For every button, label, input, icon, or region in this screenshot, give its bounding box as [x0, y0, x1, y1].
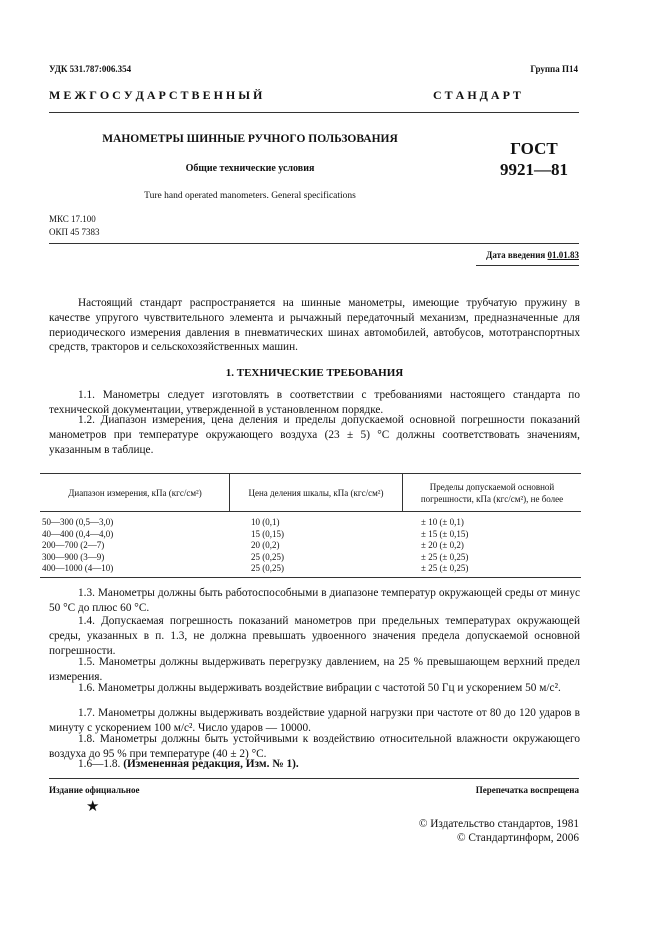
udk-code: УДК 531.787:006.354: [49, 64, 132, 74]
paragraph-1-7: 1.7. Манометры должны выдерживать воздействие ударной нагрузки при частоте от 80 до 120 ударов в минуту с ускорением 100 м/с². Число ударов — 10000.: [49, 707, 580, 734]
header-divider: [49, 112, 579, 113]
edition-note: Издание официальное: [49, 785, 140, 795]
paragraph-1-8: 1.8. Манометры должны быть устойчивыми к воздействию относительной влажности окружающего воздуха до 95 % при температуре (40 ± 2) °С.: [49, 733, 580, 760]
table-header-bottom-border: [40, 511, 581, 512]
intro-date-value: 01.01.83: [547, 250, 579, 260]
table-cell-division: 25 (0,25): [251, 563, 284, 573]
table-row: [42, 552, 580, 564]
table-cell-division: 25 (0,25): [251, 551, 284, 562]
gost-number: 9921—81: [500, 160, 568, 179]
table-cell-range: 40—400 (0,4—4,0): [42, 528, 114, 539]
table-cell-error: ± 15 (± 0,15): [421, 528, 469, 539]
paragraph-1-3: 1.3. Манометры должны быть работоспособными в диапазоне температур окружающей среды от минус 50 °С до плюс 60 °С.: [49, 587, 580, 614]
standard-type-right: С Т А Н Д А Р Т: [433, 88, 521, 102]
title-divider: [49, 243, 579, 244]
table-cell-division: 20 (0,2): [251, 540, 280, 550]
star-icon: ★: [86, 799, 100, 815]
gost-label: ГОСТ: [510, 139, 558, 158]
amendment-text: (Измененная редакция, Изм. № 1).: [123, 758, 299, 770]
specification-table: [42, 517, 580, 575]
group-code: Группа П14: [530, 64, 578, 74]
table-cell-error: ± 10 (± 0,1): [421, 517, 464, 527]
table-header-divider-1: [229, 473, 230, 511]
section-1-title: 1. ТЕХНИЧЕСКИЕ ТРЕБОВАНИЯ: [225, 367, 404, 379]
english-title: Ture hand operated manometers. General specifications: [144, 191, 356, 201]
intro-date-label: Дата введения: [486, 250, 546, 260]
mks-code: МКС 17.100: [49, 214, 96, 224]
footer-divider: [49, 778, 579, 779]
intro-date: [486, 250, 579, 260]
table-header-division: Цена деления шкалы, кПа (кгс/см²): [248, 488, 384, 498]
table-cell-range: 50—300 (0,5—3,0): [42, 517, 114, 527]
copyright-publisher: © Издательство стандартов, 1981: [418, 818, 579, 830]
table-row: [42, 563, 580, 575]
table-row: [42, 517, 580, 529]
intro-date-rule: [476, 265, 579, 266]
table-cell-range: 400—1000 (4—10): [42, 563, 114, 573]
amendment-note: [78, 758, 299, 770]
table-cell-error: ± 25 (± 0,25): [421, 563, 469, 573]
paragraph-1-1: 1.1. Манометры следует изготовлять в соответствии с требованиями настоящего стандарта по технической документации, утвержденной в установленном порядке.: [49, 389, 580, 416]
table-cell-range: 300—900 (3—9): [42, 551, 105, 562]
okp-code: ОКП 45 7383: [49, 227, 100, 237]
table-header-error: Пределы допускаемой основной погрешности, кПа (кгс/см²), не более: [420, 482, 564, 504]
reprint-note: Перепечатка воспрещена: [475, 785, 579, 795]
table-row: [42, 540, 580, 552]
table-header-divider-2: [402, 473, 403, 511]
table-row: [42, 529, 580, 541]
table-cell-division: 10 (0,1): [251, 517, 280, 527]
paragraph-1-5: 1.5. Манометры должны выдерживать перегрузку давлением, на 25 % превышающем верхний предел измерения.: [49, 656, 580, 683]
amendment-prefix: 1.6—1.8.: [78, 758, 121, 770]
table-cell-error: ± 20 (± 0,2): [421, 540, 464, 550]
standard-type-left: М Е Ж Г О С У Д А Р С Т В Е Н Н Ы Й: [49, 88, 263, 102]
table-bottom-border: [40, 577, 581, 578]
table-header-range: Диапазон измерения, кПа (кгс/см²): [68, 488, 202, 498]
table-top-border: [40, 473, 581, 474]
copyright-standartinform: © Стандартинформ, 2006: [456, 832, 579, 844]
table-cell-range: 200—700 (2—7): [42, 540, 105, 550]
document-subtitle: Общие технические условия: [185, 163, 315, 174]
paragraph-1-4: 1.4. Допускаемая погрешность показаний манометров при предельных температурах окружающей среды, указанных в п. 1.3, не должна превышать удвоенного значения предела допускаемой основной погрешности.: [49, 615, 580, 657]
paragraph-1-2: 1.2. Диапазон измерения, цена деления и пределы допускаемой основной погрешности показаний манометров при температуре окружающего воздуха (23 ± 5) °С должны соответствовать значениям, указанным в таблице.: [49, 414, 580, 456]
document-title: МАНОМЕТРЫ ШИННЫЕ РУЧНОГО ПОЛЬЗОВАНИЯ: [102, 133, 398, 145]
intro-paragraph: Настоящий стандарт распространяется на шинные манометры, имеющие трубчатую пружину в качестве упругого чувствительного элемента и рычажный передаточный механизм, предназначенные для периодического измерения давления в пневматических шинах автомобилей, автобусов, мототранспортных средств, тракторов и сельскохозяйственных машин.: [49, 297, 580, 354]
paragraph-1-6: 1.6. Манометры должны выдерживать воздействие вибрации с частотой 50 Гц и ускорением 50 м/с².: [78, 682, 561, 694]
table-cell-error: ± 25 (± 0,25): [421, 551, 469, 562]
table-cell-division: 15 (0,15): [251, 528, 284, 539]
